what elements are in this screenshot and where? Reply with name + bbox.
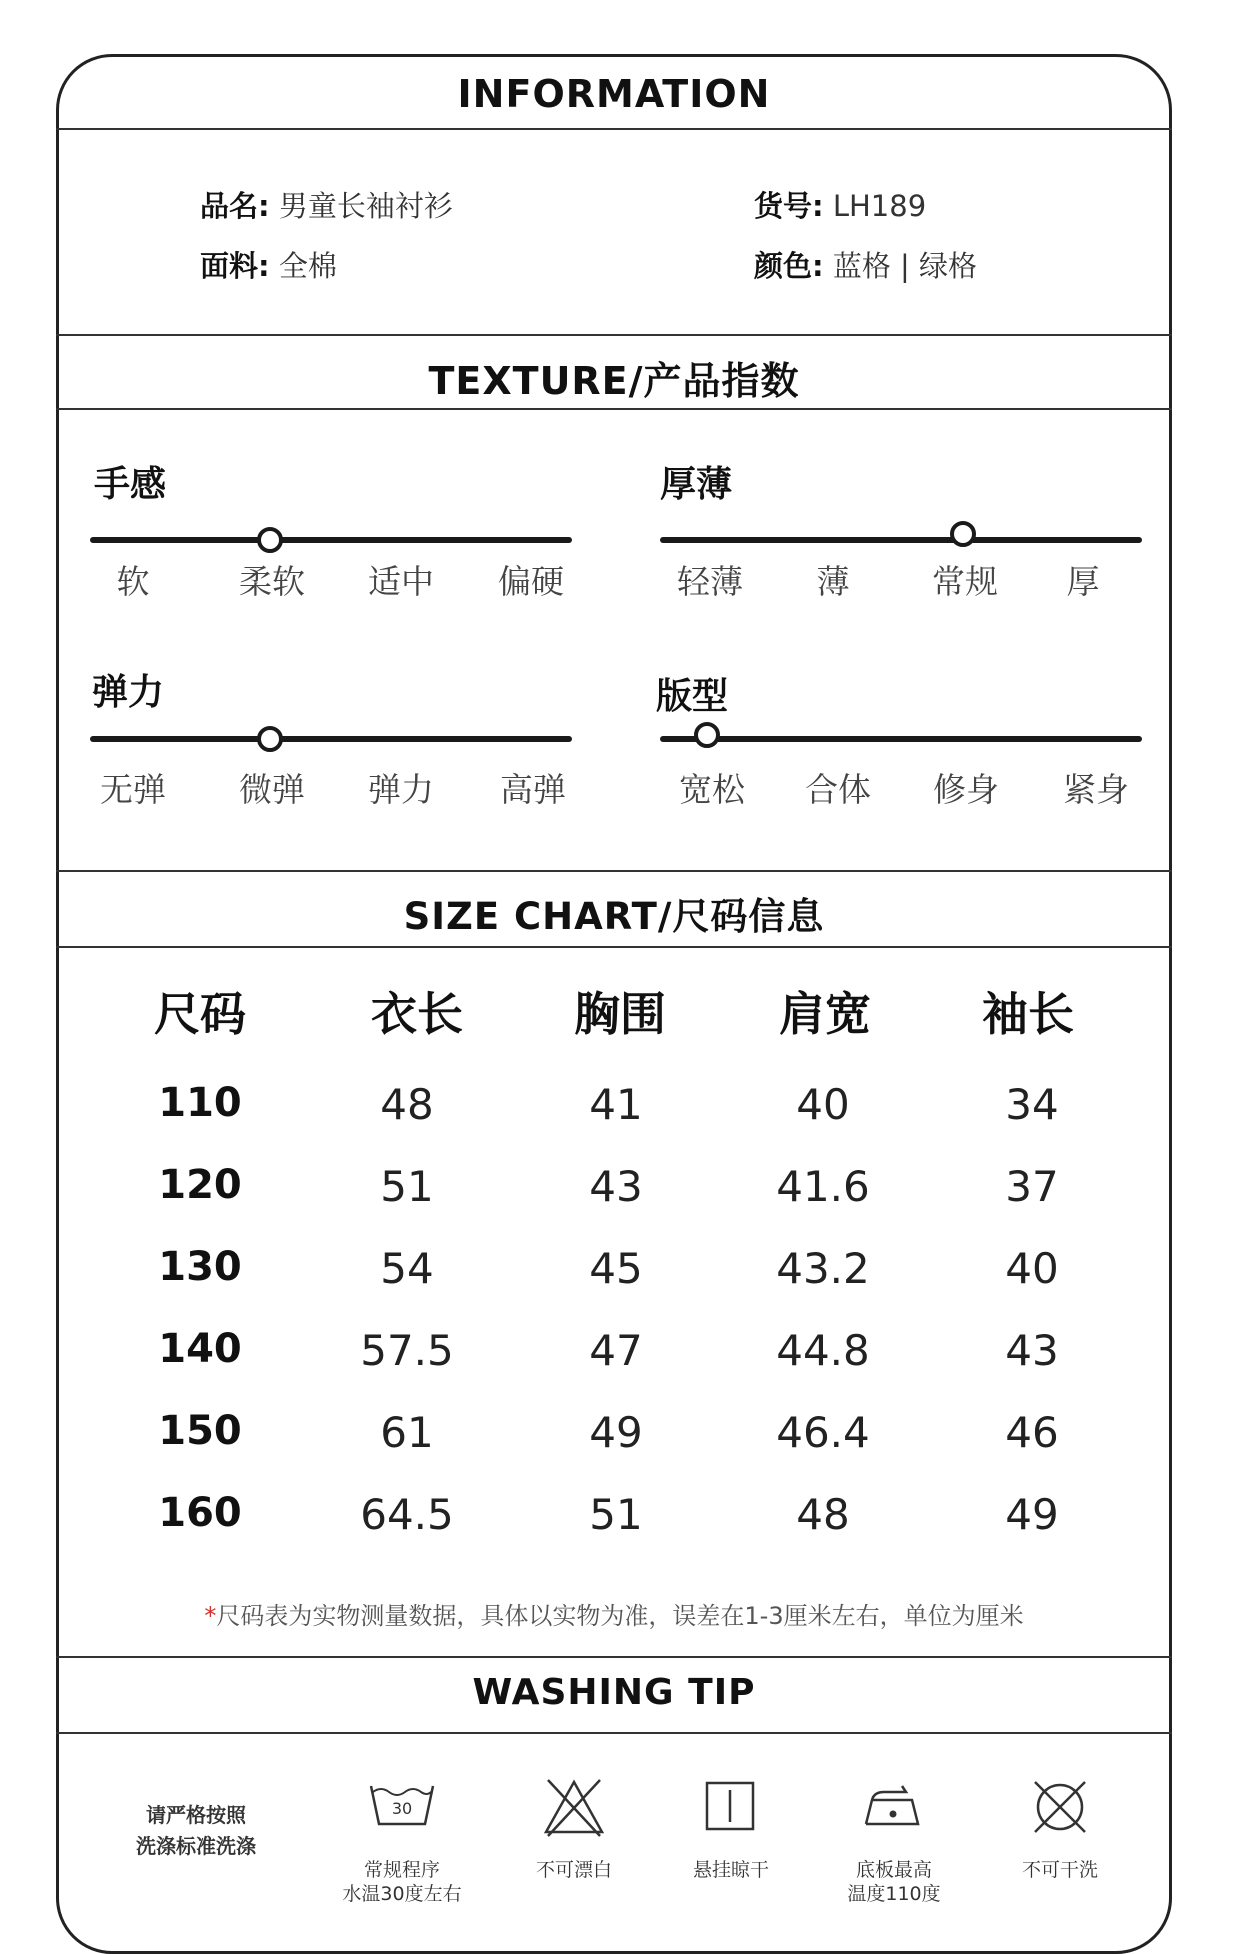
iron-low-icon (862, 1784, 922, 1834)
shoulder-cell: 40 (796, 1080, 850, 1129)
shoulder-cell: 44.8 (776, 1326, 870, 1375)
chest-cell: 47 (589, 1326, 643, 1375)
elasticity-label: 高弹 (500, 770, 566, 809)
texture-title: TEXTURE/产品指数 (428, 359, 800, 403)
sleeve-cell: 37 (1005, 1162, 1059, 1211)
fit-title: 版型 (656, 676, 729, 717)
divider (56, 946, 1172, 948)
color-key: 颜色: (754, 249, 824, 283)
sku-row (754, 184, 926, 225)
elasticity-track (90, 736, 572, 742)
note-star: * (204, 1602, 217, 1630)
length-cell: 48 (380, 1080, 434, 1129)
size-cell: 150 (158, 1408, 242, 1454)
thickness-title: 厚薄 (660, 464, 733, 505)
fit-label: 合体 (805, 770, 871, 809)
caption-line: 不可漂白 (535, 1859, 612, 1881)
divider (56, 128, 1172, 130)
fit-label: 紧身 (1063, 770, 1129, 809)
color-row (754, 244, 977, 285)
thickness-label: 轻薄 (677, 562, 743, 601)
size-cell: 110 (158, 1080, 242, 1126)
column-header-size: 尺码 (154, 987, 246, 1041)
length-cell: 51 (380, 1162, 434, 1211)
caption-line: 水温30度左右 (342, 1883, 462, 1905)
washing-title: WASHING TIP (472, 1672, 756, 1713)
size-cell: 120 (158, 1162, 242, 1208)
shoulder-cell: 48 (796, 1490, 850, 1539)
product-name-value: 男童长袖衬衫 (278, 189, 453, 223)
divider (56, 334, 1172, 336)
divider (56, 1732, 1172, 1734)
caption-line: 常规程序 (363, 1859, 440, 1881)
sleeve-cell: 43 (1005, 1326, 1059, 1375)
column-header-length: 衣长 (371, 987, 463, 1041)
thickness-label: 常规 (932, 562, 998, 601)
column-header-shoulder: 肩宽 (779, 987, 871, 1041)
sleeve-cell: 40 (1005, 1244, 1059, 1293)
fit-label: 宽松 (679, 770, 745, 809)
feel-track (90, 537, 572, 543)
thickness-indicator (950, 521, 976, 547)
no-dry-clean-caption (980, 1858, 1140, 1882)
washing-instruction (116, 1800, 276, 1862)
divider (56, 408, 1172, 410)
divider (56, 870, 1172, 872)
elasticity-title: 弹力 (92, 672, 165, 713)
feel-label: 偏硬 (498, 562, 564, 601)
size-chart-title: SIZE CHART/尺码信息 (403, 895, 825, 938)
feel-title: 手感 (94, 464, 167, 505)
information-title: INFORMATION (457, 72, 771, 116)
size-note (56, 1596, 1172, 1631)
size-cell: 160 (158, 1490, 242, 1536)
no-bleach-caption (494, 1858, 654, 1882)
fabric-row (200, 244, 337, 285)
feel-label: 软 (116, 562, 150, 601)
line-dry-icon (704, 1780, 756, 1836)
length-cell: 61 (380, 1408, 434, 1457)
elasticity-indicator (257, 726, 283, 752)
elasticity-label: 微弹 (239, 770, 305, 809)
sku-value: LH189 (832, 189, 927, 223)
iron-caption (814, 1858, 974, 1906)
color-value: 蓝格 | 绿格 (832, 249, 978, 283)
caption-line: 悬挂晾干 (692, 1859, 769, 1881)
washing-lead-line: 洗涤标准洗涤 (136, 1834, 256, 1858)
caption-line: 不可干洗 (1021, 1859, 1098, 1881)
caption-line: 温度110度 (847, 1883, 941, 1905)
thickness-track (660, 537, 1142, 543)
fit-label: 修身 (933, 770, 999, 809)
no-bleach-icon (542, 1776, 606, 1842)
thickness-label: 薄 (816, 562, 850, 601)
sleeve-cell: 46 (1005, 1408, 1059, 1457)
feel-label: 适中 (368, 562, 434, 601)
fabric-value: 全棉 (278, 249, 337, 283)
chest-cell: 43 (589, 1162, 643, 1211)
line-dry-caption (651, 1858, 811, 1882)
wash-30-icon (367, 1780, 437, 1836)
size-cell: 130 (158, 1244, 242, 1290)
column-header-sleeve: 袖长 (982, 987, 1074, 1041)
elasticity-label: 弹力 (368, 770, 434, 809)
product-name-key: 品名: (200, 189, 270, 223)
length-cell: 57.5 (360, 1326, 454, 1375)
column-header-chest: 胸围 (574, 987, 666, 1041)
sleeve-cell: 49 (1005, 1490, 1059, 1539)
chest-cell: 41 (589, 1080, 643, 1129)
fabric-key: 面料: (200, 249, 270, 283)
chest-cell: 51 (589, 1490, 643, 1539)
length-cell: 64.5 (360, 1490, 454, 1539)
size-cell: 140 (158, 1326, 242, 1372)
feel-indicator (257, 527, 283, 553)
wash-30-caption (322, 1858, 482, 1906)
product-name-row (200, 184, 453, 225)
note-text: 尺码表为实物测量数据，具体以实物为准，误差在1-3厘米左右，单位为厘米 (216, 1602, 1024, 1630)
chest-cell: 45 (589, 1244, 643, 1293)
wash-temp-label: 30 (391, 1799, 413, 1818)
shoulder-cell: 43.2 (776, 1244, 870, 1293)
fit-indicator (694, 722, 720, 748)
sku-key: 货号: (754, 189, 824, 223)
fit-track (660, 736, 1142, 742)
thickness-label: 厚 (1066, 562, 1100, 601)
shoulder-cell: 41.6 (776, 1162, 870, 1211)
shoulder-cell: 46.4 (776, 1408, 870, 1457)
sleeve-cell: 34 (1005, 1080, 1059, 1129)
elasticity-label: 无弹 (100, 770, 166, 809)
length-cell: 54 (380, 1244, 434, 1293)
caption-line: 底板最高 (855, 1859, 932, 1881)
feel-label: 柔软 (239, 562, 305, 601)
divider (56, 1656, 1172, 1658)
washing-lead-line: 请严格按照 (146, 1803, 246, 1827)
no-dry-clean-icon (1029, 1776, 1091, 1842)
chest-cell: 49 (589, 1408, 643, 1457)
